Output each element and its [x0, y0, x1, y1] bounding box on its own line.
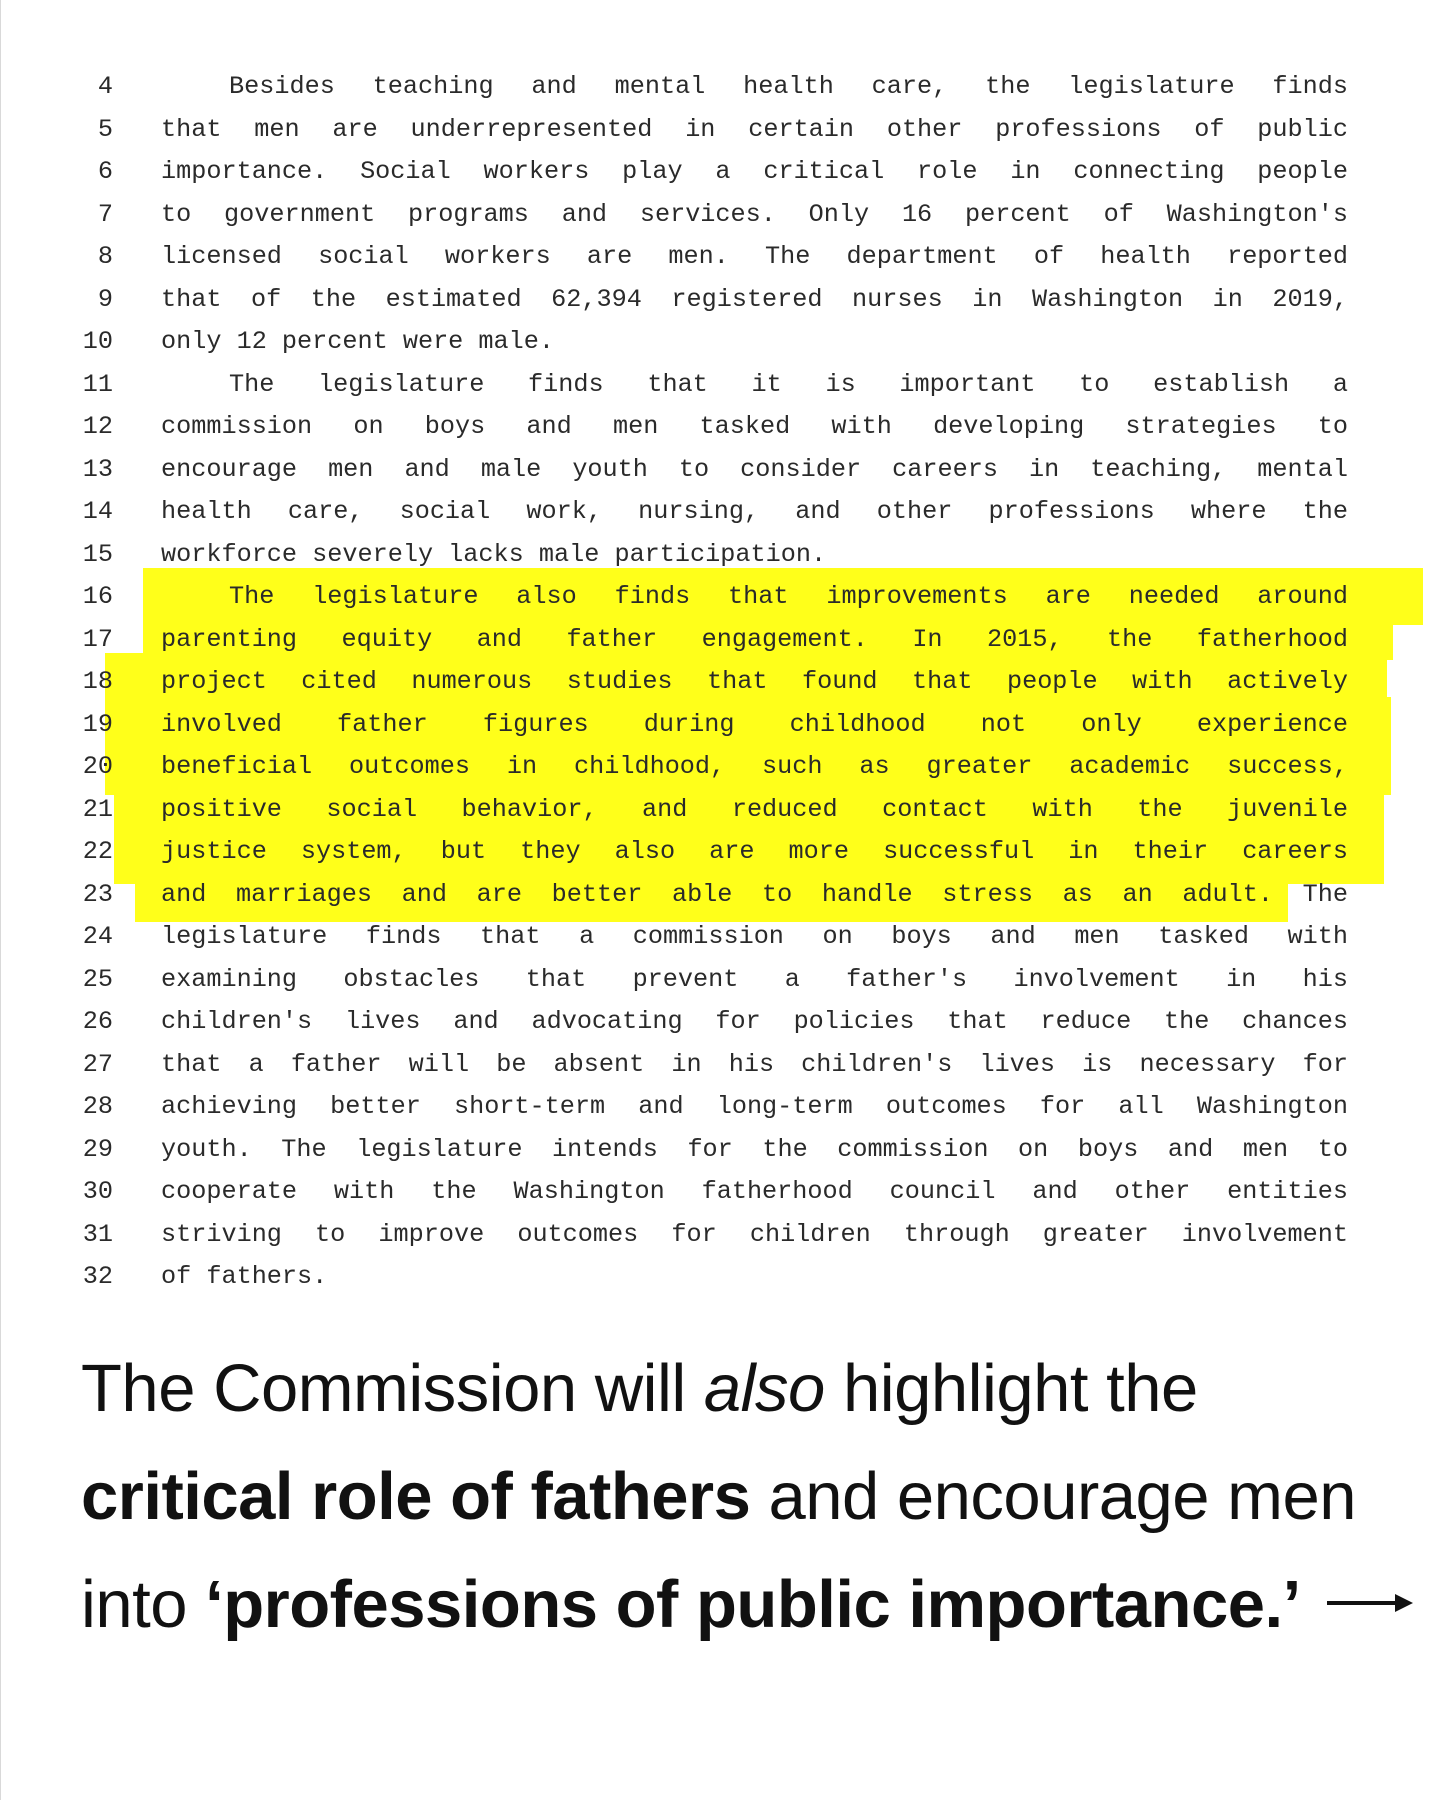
- caption-text: highlight the: [824, 1351, 1198, 1426]
- line-text: health care, social work, nursing, and other professions where the: [161, 497, 1348, 526]
- line-number: 21: [82, 794, 113, 824]
- line-number: 10: [82, 327, 113, 356]
- document-line: [1, 959, 1440, 1002]
- caption-emphasis: also: [703, 1351, 825, 1426]
- line-number: 19: [82, 709, 113, 739]
- line-number: 15: [82, 539, 113, 569]
- line-text: achieving better short-term and long-term outcomes for all Washington: [161, 1092, 1348, 1121]
- document-line: [1, 1044, 1440, 1087]
- document-line: [1, 661, 1440, 704]
- line-number: 28: [82, 1092, 113, 1121]
- caption-line-2: [81, 1443, 1381, 1551]
- document-line: [1, 236, 1440, 279]
- line-text: project cited numerous studies that found that people with actively: [161, 667, 1348, 696]
- line-text: involved father figures during childhood not only experience: [161, 709, 1348, 739]
- caption: [81, 1335, 1381, 1659]
- document-line: [1, 321, 1440, 364]
- line-number: 7: [97, 199, 113, 229]
- document-line: [1, 364, 1440, 407]
- line-number: 23: [82, 879, 113, 909]
- document-line: [1, 66, 1440, 109]
- document-line: [1, 1256, 1440, 1299]
- caption-bold: ‘professions of public importance.’: [205, 1567, 1301, 1642]
- line-text: examining obstacles that prevent a father's involvement in his: [161, 964, 1348, 994]
- caption-text: The Commission will: [81, 1351, 704, 1426]
- document-line: [1, 279, 1440, 322]
- line-text: The legislature finds that it is important to establish a: [229, 369, 1348, 399]
- line-number: 18: [82, 667, 113, 696]
- line-number: 27: [82, 1049, 113, 1079]
- line-text: parenting equity and father engagement. In 2015, the fatherhood: [161, 624, 1348, 654]
- document-line: [1, 831, 1440, 874]
- line-number: 30: [82, 1177, 113, 1206]
- document-line: [1, 916, 1440, 959]
- document-line: [1, 491, 1440, 534]
- document-line: [1, 746, 1440, 789]
- line-text: commission on boys and men tasked with developing strategies to: [161, 412, 1348, 441]
- line-text: importance. Social workers play a critical role in connecting people: [161, 157, 1348, 186]
- line-number: 16: [82, 582, 113, 611]
- line-text: and marriages and are better able to handle stress as an adult. The: [161, 879, 1348, 909]
- document-line: [1, 534, 1440, 577]
- line-number: 14: [82, 497, 113, 526]
- document-line: [1, 576, 1440, 619]
- line-text: to government programs and services. Only 16 percent of Washington's: [161, 199, 1348, 229]
- line-number: 4: [97, 72, 113, 101]
- caption-bold: critical role of fathers: [81, 1459, 751, 1534]
- line-number: 12: [82, 412, 113, 441]
- legislative-text: [1, 66, 1440, 1299]
- line-text: workforce severely lacks male participation.: [161, 539, 827, 569]
- line-text: encourage men and male youth to consider careers in teaching, mental: [161, 454, 1348, 484]
- line-number: 31: [82, 1219, 113, 1249]
- line-number: 24: [82, 922, 113, 951]
- line-text: striving to improve outcomes for children through greater involvement: [161, 1219, 1348, 1249]
- caption-line-3: [81, 1551, 1381, 1659]
- line-number: 29: [82, 1134, 113, 1164]
- line-number: 25: [82, 964, 113, 994]
- document-line: [1, 874, 1440, 917]
- right-arrow-icon: [1327, 1593, 1413, 1613]
- caption-text: into: [81, 1567, 206, 1642]
- line-number: 13: [82, 454, 113, 484]
- line-text: The legislature also finds that improvements are needed around: [229, 582, 1348, 611]
- line-number: 9: [97, 284, 113, 314]
- line-text: children's lives and advocating for policies that reduce the chances: [161, 1007, 1348, 1036]
- document-line: [1, 619, 1440, 662]
- caption-text: and encourage men: [750, 1459, 1357, 1534]
- line-text: beneficial outcomes in childhood, such as greater academic success,: [161, 752, 1348, 781]
- document-line: [1, 1171, 1440, 1214]
- line-text: positive social behavior, and reduced contact with the juvenile: [161, 794, 1348, 824]
- line-number: 20: [82, 752, 113, 781]
- line-text: legislature finds that a commission on boys and men tasked with: [161, 922, 1348, 951]
- document-line: [1, 1214, 1440, 1257]
- line-number: 22: [82, 837, 113, 866]
- document-line: [1, 1001, 1440, 1044]
- line-number: 6: [97, 157, 113, 186]
- document-line: [1, 1129, 1440, 1172]
- line-number: 32: [82, 1262, 113, 1291]
- document-line: [1, 151, 1440, 194]
- document-line: [1, 1086, 1440, 1129]
- document-line: [1, 704, 1440, 747]
- line-text: that a father will be absent in his children's lives is necessary for: [161, 1049, 1348, 1079]
- caption-line-1: [81, 1335, 1381, 1443]
- line-text: cooperate with the Washington fatherhood council and other entities: [161, 1177, 1348, 1206]
- document-line: [1, 109, 1440, 152]
- line-number: 17: [82, 624, 113, 654]
- line-text: only 12 percent were male.: [161, 327, 554, 356]
- line-text: that men are underrepresented in certain other professions of public: [161, 114, 1348, 144]
- line-number: 26: [82, 1007, 113, 1036]
- document-line: [1, 789, 1440, 832]
- line-text: Besides teaching and mental health care, the legislature finds: [229, 72, 1348, 101]
- line-text: of fathers.: [161, 1262, 328, 1291]
- document-line: [1, 194, 1440, 237]
- document-line: [1, 449, 1440, 492]
- line-number: 11: [82, 369, 113, 399]
- line-number: 8: [97, 242, 113, 271]
- line-text: justice system, but they also are more successful in their careers: [161, 837, 1348, 866]
- line-text: youth. The legislature intends for the commission on boys and men to: [161, 1134, 1348, 1164]
- line-number: 5: [97, 114, 113, 144]
- line-text: licensed social workers are men. The department of health reported: [161, 242, 1348, 271]
- line-text: that of the estimated 62,394 registered nurses in Washington in 2019,: [161, 284, 1348, 314]
- document-line: [1, 406, 1440, 449]
